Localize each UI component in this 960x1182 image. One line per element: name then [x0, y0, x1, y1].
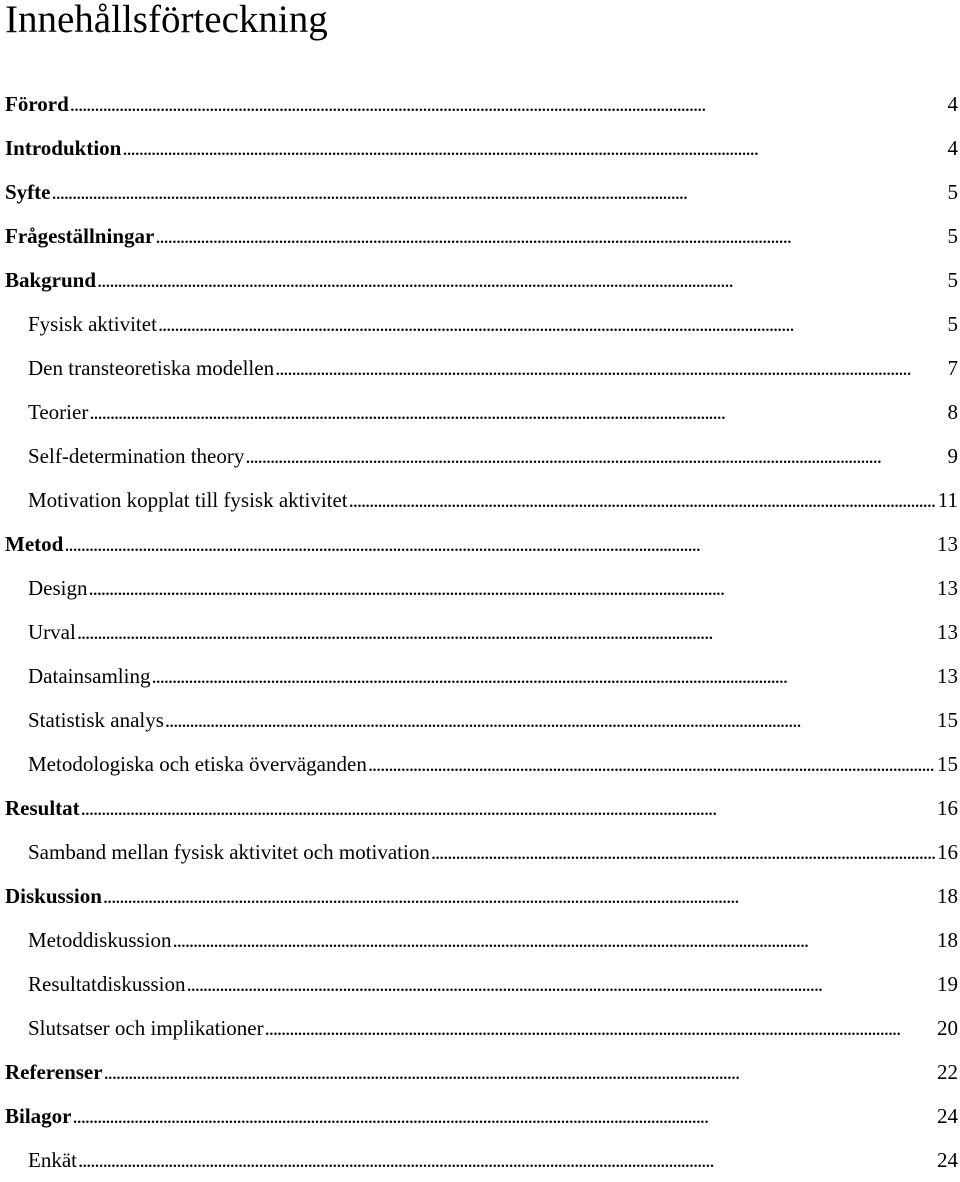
dot-leader [368, 742, 935, 786]
toc-page-number: 13 [937, 620, 958, 644]
toc-entry[interactable] [0, 170, 960, 214]
toc-entry[interactable] [0, 1006, 960, 1050]
dot-leader [165, 698, 935, 742]
toc-entry-label: Metoddiskussion [28, 928, 172, 952]
toc-page-number: 5 [947, 180, 958, 204]
toc-entry-label: Samband mellan fysisk aktivitet och motivation [28, 840, 430, 864]
toc-entry[interactable] [0, 962, 960, 1006]
toc-entry-label: Resultat [5, 796, 80, 820]
dot-leader [349, 478, 936, 522]
toc-entry[interactable] [0, 82, 960, 126]
toc-page-number: 18 [937, 928, 958, 952]
toc-entry[interactable] [0, 654, 960, 698]
dot-leader [81, 786, 935, 830]
toc-entry[interactable] [0, 566, 960, 610]
toc-entry[interactable] [0, 874, 960, 918]
toc-page-number: 24 [937, 1148, 958, 1172]
page-title: Innehållsförteckning [5, 0, 328, 41]
toc-entry[interactable] [0, 258, 960, 302]
toc-entry[interactable] [0, 1138, 960, 1182]
toc-entry[interactable] [0, 742, 960, 786]
dot-leader [122, 126, 945, 170]
toc-entry-label: Metod [5, 532, 64, 556]
toc-page-number: 7 [947, 356, 958, 380]
dot-leader [265, 1006, 935, 1050]
dot-leader [151, 654, 935, 698]
toc-page-number: 22 [937, 1060, 958, 1084]
toc-entry-label: Statistisk analys [28, 708, 164, 732]
toc-entry[interactable] [0, 390, 960, 434]
dot-leader [104, 1050, 935, 1094]
dot-leader [52, 170, 946, 214]
dot-leader [89, 390, 945, 434]
dot-leader [78, 1138, 935, 1182]
toc-entry[interactable] [0, 830, 960, 874]
toc-entry[interactable] [0, 346, 960, 390]
dot-leader [173, 918, 935, 962]
toc-page-number: 11 [937, 488, 958, 512]
toc-page-number: 15 [937, 708, 958, 732]
dot-leader [97, 258, 945, 302]
toc-entry-label: Enkät [28, 1148, 77, 1172]
toc-entry-label: Design [28, 576, 88, 600]
toc-page-number: 9 [947, 444, 958, 468]
toc-page-number: 5 [947, 268, 958, 292]
dot-leader [73, 1094, 936, 1138]
toc-entry[interactable] [0, 522, 960, 566]
toc-entry-label: Motivation kopplat till fysisk aktivitet [28, 488, 348, 512]
dot-leader [70, 82, 946, 126]
toc-entry-label: Fysisk aktivitet [28, 312, 157, 336]
toc-page-number: 4 [947, 92, 958, 116]
toc-entry[interactable] [0, 214, 960, 258]
toc-entry[interactable] [0, 126, 960, 170]
toc-page-number: 18 [937, 884, 958, 908]
toc-entry[interactable] [0, 918, 960, 962]
dot-leader [187, 962, 935, 1006]
dot-leader [155, 214, 945, 258]
toc-page-number: 16 [937, 796, 958, 820]
dot-leader [89, 566, 936, 610]
dot-leader [245, 434, 945, 478]
toc-page-number: 20 [937, 1016, 958, 1040]
toc-entry[interactable] [0, 610, 960, 654]
dot-leader [431, 830, 935, 874]
dot-leader [158, 302, 946, 346]
table-of-contents [0, 82, 960, 1182]
toc-page-number: 5 [947, 224, 958, 248]
toc-page-number: 4 [947, 136, 958, 160]
toc-entry-label: Frågeställningar [5, 224, 155, 248]
toc-entry-label: Teorier [28, 400, 89, 424]
dot-leader [64, 522, 935, 566]
toc-entry[interactable] [0, 698, 960, 742]
toc-page-number: 24 [937, 1104, 958, 1128]
toc-entry-label: Diskussion [5, 884, 102, 908]
toc-entry-label: Den transteoretiska modellen [28, 356, 275, 380]
dot-leader [275, 346, 945, 390]
toc-entry[interactable] [0, 434, 960, 478]
toc-page-number: 8 [947, 400, 958, 424]
toc-entry-label: Introduktion [5, 136, 122, 160]
toc-entry-label: Self-determination theory [28, 444, 245, 468]
toc-entry-label: Resultatdiskussion [28, 972, 186, 996]
toc-entry[interactable] [0, 1094, 960, 1138]
toc-entry-label: Förord [5, 92, 69, 116]
toc-entry[interactable] [0, 478, 960, 522]
toc-entry-label: Slutsatser och implikationer [28, 1016, 264, 1040]
toc-page-number: 16 [937, 840, 958, 864]
toc-entry-label: Urval [28, 620, 76, 644]
toc-entry-label: Metodologiska och etiska överväganden [28, 752, 367, 776]
toc-entry[interactable] [0, 786, 960, 830]
toc-page-number: 13 [937, 532, 958, 556]
toc-entry-label: Datainsamling [28, 664, 151, 688]
toc-entry[interactable] [0, 1050, 960, 1094]
toc-entry-label: Referenser [5, 1060, 103, 1084]
toc-page-number: 13 [937, 664, 958, 688]
toc-entry-label: Bakgrund [5, 268, 97, 292]
toc-page-number: 19 [937, 972, 958, 996]
toc-entry-label: Bilagor [5, 1104, 72, 1128]
dot-leader [77, 610, 935, 654]
toc-page-number: 15 [937, 752, 958, 776]
toc-entry[interactable] [0, 302, 960, 346]
toc-page-number: 13 [937, 576, 958, 600]
toc-entry-label: Syfte [5, 180, 51, 204]
dot-leader [103, 874, 935, 918]
toc-page-number: 5 [947, 312, 958, 336]
